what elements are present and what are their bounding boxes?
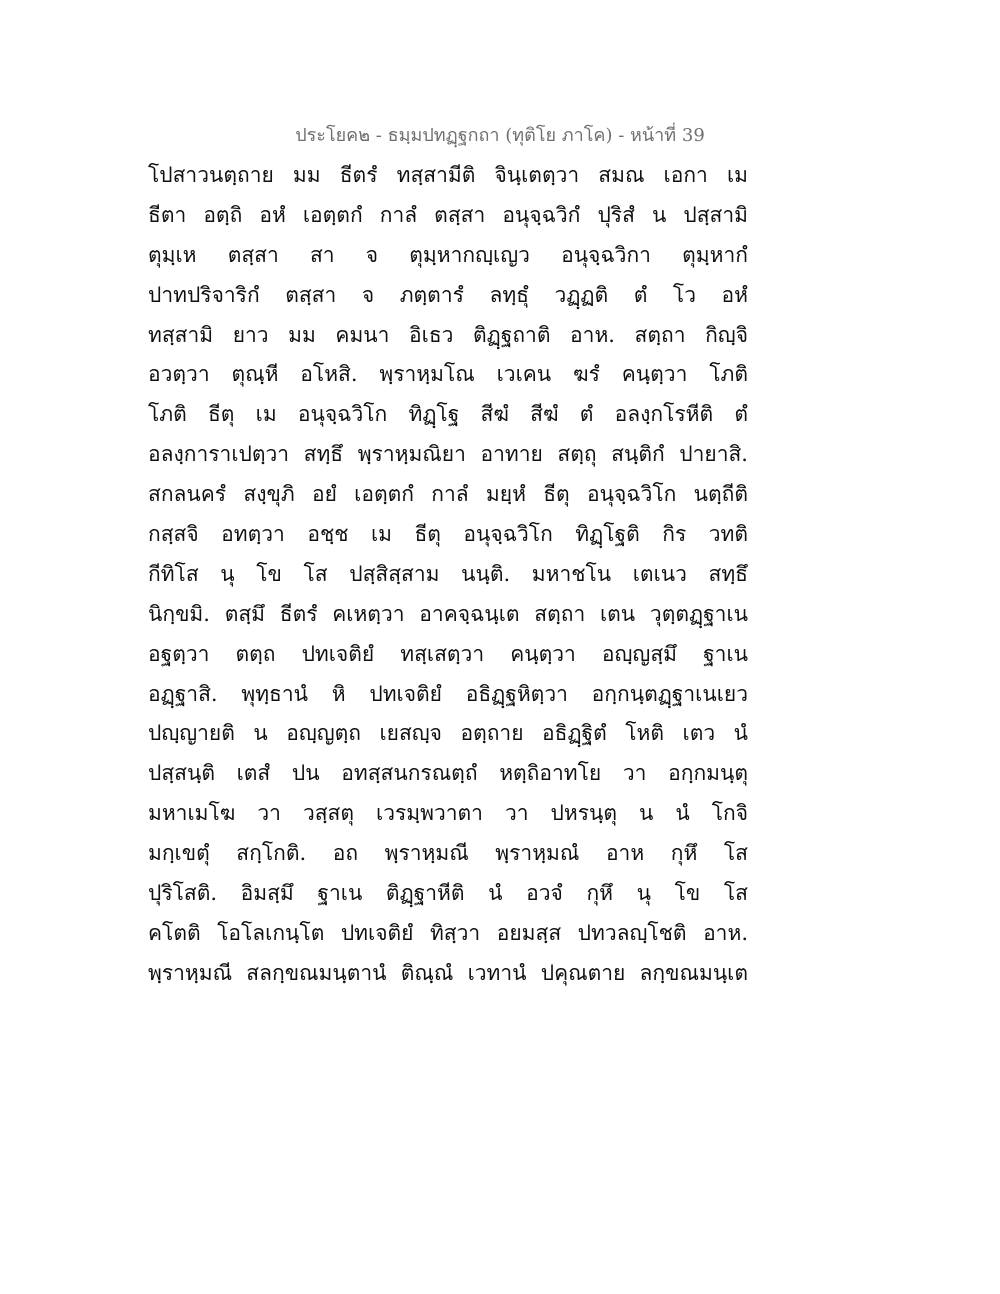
text-line: สกลนครํ สงฺขุภิ อยํ เอตฺตกํ กาลํ มยฺหํ ธีตุ อนุจฺฉวิโก นตฺถีติ bbox=[148, 482, 748, 507]
text-line: พฺราหฺมณี สลกฺขณมนฺตานํ ติณฺณํ เวทานํ ปคุณตาย ลกฺขณมนฺเต bbox=[148, 960, 748, 985]
text-line: นิกฺขมิ. ตสฺมึ ธีตรํ คเหตฺวา อาคจฺฉนฺเต สตฺถา เตน วุตฺตฏฺฐาเน bbox=[148, 601, 748, 626]
text-line: มกฺเขตุํ สกฺโกติ. อถ พฺราหฺมณี พฺราหฺมณํ อาห กุหึ โส bbox=[148, 841, 748, 866]
text-line: ปุริโสติ. อิมสฺมึ ฐาเน ติฏฺฐาหีติ นํ อวจํ กุหึ นุ โข โส bbox=[148, 881, 748, 906]
text-line: กสฺสจิ อทตฺวา อชฺช เม ธีตุ อนุจฺฉวิโก ทิฏฺโฐติ กิร วทติ bbox=[148, 522, 748, 547]
text-line: อวตฺวา ตุณฺหี อโหสิ. พฺราหฺมโณ เวเคน ฆรํ คนฺตฺวา โภติ bbox=[148, 362, 748, 387]
text-line: ปาทปริจาริกํ ตสฺสา จ ภตฺตารํ ลทฺธุํ วฏฺฏติ ตํ โว อหํ bbox=[148, 282, 748, 307]
text-line: ธีตา อตฺถิ อหํ เอตฺตกํ กาลํ ตสฺสา อนุจฺฉวิกํ ปุริสํ น ปสฺสามิ bbox=[148, 202, 748, 227]
text-line: มหาเมโฆ วา วสฺสตุ เวรมฺพวาตา วา ปหรนฺตุ น นํ โกจิ bbox=[148, 801, 748, 826]
text-line: กีทิโส นุ โข โส ปสฺสิสฺสาม นนฺติ. มหาชโน เตเนว สทฺธึ bbox=[148, 561, 748, 586]
text-line: ทสฺสามิ ยาว มม คมนา อิเธว ติฏฺฐถาติ อาห. สตฺถา กิญฺจิ bbox=[148, 322, 748, 347]
text-line: ปสฺสนฺติ เตสํ ปน อทสฺสนกรณตฺถํ หตฺถิอาทโย วา อกฺกมนฺตุ bbox=[148, 761, 748, 786]
text-line: โปสาวนตฺถาย มม ธีตรํ ทสฺสามีติ จินฺเตตฺวา สมณ เอกา เม bbox=[148, 163, 748, 187]
text-line: โภติ ธีตุ เม อนุจฺฉวิโก ทิฏฺโฐ สีฆํ สีฆํ ตํ อลงฺกโรหีติ ตํ bbox=[148, 402, 748, 427]
text-line: ตุมฺเห ตสฺสา สา จ ตุมฺหากญฺเญว อนุจฺฉวิกา ตุมฺหากํ bbox=[148, 242, 748, 267]
body-text bbox=[148, 156, 748, 994]
text-line: คโตติ โอโลเกนฺโต ปทเจติยํ ทิสฺวา อยมสฺส ปทวลญฺโชติ อาห. bbox=[148, 920, 748, 945]
text-line: อฐตฺวา ตตฺถ ปทเจติยํ ทสฺเสตฺวา คนฺตฺวา อญฺญสฺมึ ฐาเน bbox=[148, 641, 748, 666]
text-line: อฏฺฐาสิ. พุทฺธานํ หิ ปทเจติยํ อธิฏฺฐหิตฺวา อกฺกนฺตฏฺฐาเนเยว bbox=[148, 681, 748, 706]
text-line: ปญฺญายติ น อญฺญตฺถ เยสญฺจ อตฺถาย อธิฏฺฐิตํ โหติ เตว นํ bbox=[148, 721, 748, 746]
running-header bbox=[0, 120, 1000, 149]
running-header-text: ประโยค๒ - ธมฺมปทฏฺฐกถา (ทุติโย ภาโค) - หน้าที่ 39 bbox=[295, 125, 705, 146]
text-line: อลงฺการาเปตฺวา สทฺธึ พฺราหฺมณิยา อาทาย สตฺถุ สนฺติกํ ปายาสิ. bbox=[148, 442, 748, 467]
